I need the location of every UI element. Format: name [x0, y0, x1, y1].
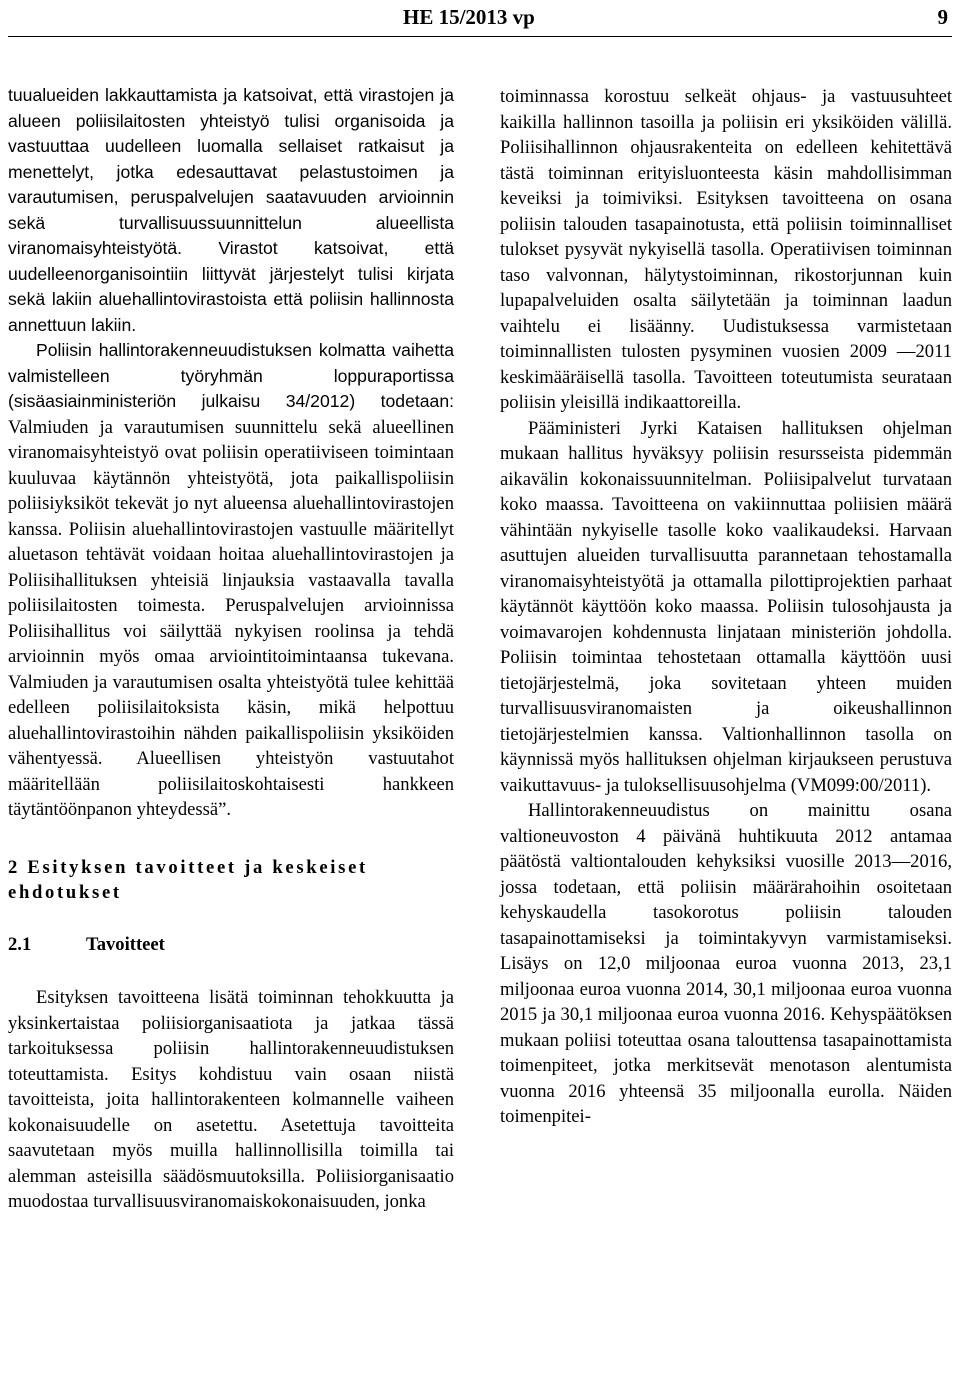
subsection-number: 2.1 [8, 933, 32, 955]
subsection-heading [8, 932, 454, 958]
paragraph-budget-frame: Hallintorakenneuudistus on mainittu osana valtioneuvoston 4 päivänä huhtikuuta 2012 antamaa päätöstä valtiontalouden kehyksiksi vuosille 2013—2016, jossa todetaan, että poliisin määrärahoihin osoitetaan kehyskaudella tasokorotus poliisin talouden tasapainottamiseksi ja toimintakyvyn varmistamiseksi. Lisäys on 12,0 miljoonaa euroa vuonna 2013, 23,1 miljoonaa euroa vuonna 2014, 30,1 miljoonaa euroa vuonna 2015 ja 30,1 miljoonaa euroa vuonna 2016. Kehyspäätöksen mukaan poliisi toteuttaa osana talouttensa tasapainottamista toimenpiteet, jotka merkitsevät menotason alentumista vuonna 2016 yhteensä 35 miljoonalla eurolla. Näiden toimenpitei- [500, 800, 952, 1127]
section-heading: 2 Esityksen tavoitteet ja keskeiset ehdotukset [8, 856, 368, 903]
paragraph-objectives: Esityksen tavoitteena lisätä toiminnan tehokkuutta ja yksinkertaistaa poliisiorganisaatiota ja jatkaa tässä tarkoituksessa poliisin hallintorakenneuudistuksen toteuttamista. Esitys kohdistuu vain osaan niistä tavoitteista, joita hallintorakenteen kolmannelle vaiheen kokonaisuudelle on asetettu. Asetettuja tavoitteita saavutetaan myös muilla hallinnollisilla toimilla tai alemman asteisilla säädösmuutoksilla. Poliisiorganisaatio muodostaa turvallisuusviranomaiskokonaisuuden, jonka [8, 987, 454, 1212]
right-column [500, 84, 952, 1130]
document-id: HE 15/2013 vp [403, 5, 535, 29]
paragraph-agency-views: tuualueiden lakkauttamista ja katsoivat, että virastojen ja alueen poliisilaitosten yhteistyö tulisi organisoida ja vastuuttaa uudelleen luomalla sellaiset ratkaisut ja menettelyt, jotka edesauttavat pelastustoimen ja varautumisen, peruspalvelujen saatavuuden arvioinnin sekä turvallisuussuunnittelun alueellista viranomaisyhteistyötä. Virastot katsoivat, että uudelleenorganisointiin liittyvät järjestelyt tulisi kirjata sekä lakiin aluehallintovirastoista että poliisin hallinnosta annettuun lakiin. [8, 85, 454, 335]
subsection-title: Tavoitteet [86, 933, 165, 955]
paragraph-working-group-report [8, 338, 454, 823]
left-column [8, 83, 454, 1215]
report-quote: Valmiuden ja varautumisen suunnittelu sekä alueellinen viranomaisyhteistyö ovat poliisin operatiiviseen toimintaan kuuluvaa käytännön yhteistyötä, jota paikallispoliisin poliisiyksiköt tekevät jo nyt alueensa aluehallintovirastojen kanssa. Poliisin aluehallintovirastojen vastuulle määritellyt aluetason tehtävät voidaan hoitaa aluehallintovirastojen ja Poliisihallituksen yhteisiä linjauksia vastaavalla tavalla poliisilaitosten toimesta. Peruspalvelujen arvioinnissa Poliisihallitus voi säilyttää nykyisen roolinsa ja tehdä arvioinnin myös omaa arviointitoimintaansa tukevana. Valmiuden ja varautumisen osalta yhteistyötä tulee kehittää edelleen poliisilaitoksista käsin, mikä helpottuu aluehallintovirastoihin nähden paikallispoliisin yksiköiden vähentyessä. Alueellisen yhteistyön vastuutahot määritellään poliisilaitoskohtaisesti hankkeen täytäntöönpanon yhteydessä”. [8, 416, 454, 820]
header-rule [8, 36, 952, 37]
report-intro: Poliisin hallintorakenneuudistuksen kolmatta vaihetta valmistelleen työryhmän loppuraportissa (sisäasiainministeriön julkaisu 34/2012) todetaan: [8, 340, 454, 411]
paragraph-government-programme: Pääministeri Jyrki Kataisen hallituksen ohjelman mukaan hallitus hyväksyy poliisin resursseista pidemmän aikavälin kokonaissuunnitelman. Poliisipalvelut turvataan koko maassa. Tavoitteena on vakiinnuttaa poliisien määrä vähintään nykyiselle tasolle koko vaalikaudeksi. Harvaan asuttujen alueiden turvallisuutta parannetaan tehostamalla viranomaisyhteistyötä ja ottamalla pilottiprojektien parhaat käytännöt käyttöön koko maassa. Poliisin tulosohjausta ja voimavarojen kohdennusta linjataan ministeriön johdolla. Poliisin toimintaa tehostetaan ottamalla käyttöön uusi tietojärjestelmä, joka sovitetaan yhteen muiden turvallisuusviranomaisten ja oikeushallinnon tietojärjestelmien kanssa. Valtionhallinnon tasolla on käynnissä myös hallituksen ohjelman kirjaukseen perustuva vaikuttavuus- ja tuloksellisuusohjelma (VM099:00/2011). [500, 417, 952, 796]
paragraph-steering-relations: toiminnassa korostuu selkeät ohjaus- ja vastuusuhteet kaikilla hallinnon tasoilla ja poliisin eri yksiköiden välillä. Poliisihallinnon ohjausrakenteita on edelleen kehitettävä tästä toiminnan erityisluonteesta käsin mahdollisimman keveiksi ja toimiviksi. Esityksen tavoitteena on osana poliisin talouden tasapainotusta, että poliisin toiminnalliset tulokset pysyvät nykyisellä tasolla. Operatiivisen toiminnan taso valvonnan, hälytystoiminnan, rikostorjunnan kuin lupapalveluiden osalta säilytetään ja toiminnan laadun vaihtelu ei lisäänny. Uudistuksessa varmistetaan toiminnallisten tulosten pysyminen vuosien 2009 —2011 keskimääräisellä tasolla. Tavoitteen toteutumista seurataan poliisin yleisillä indikaattoreilla. [500, 86, 952, 413]
page-header [8, 2, 952, 36]
page-number: 9 [937, 5, 948, 29]
